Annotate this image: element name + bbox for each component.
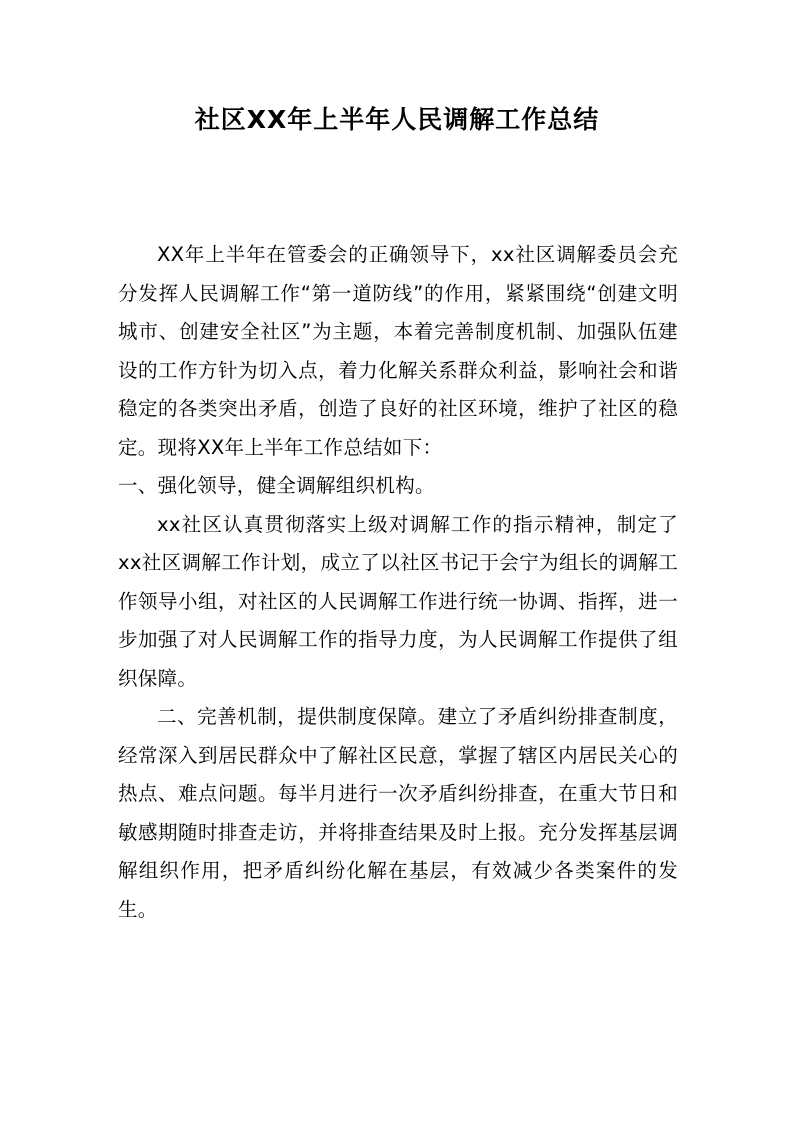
- document-title: 社区XX年上半年人民调解工作总结: [194, 105, 600, 134]
- section-2-paragraph: 二、完善机制，提供制度保障。建立了矛盾纠纷排查制度，经常深入到居民群众中了解社区民意，掌握了辖区内居民关心的热点、难点问题。每半月进行一次矛盾纠纷排查，在重大节日和敏感期随时排查走访，并将排查结果及时上报。充分发挥基层调解组织作用，把矛盾纠纷化解在基层，有效减少各类案件的发生。: [118, 705, 678, 921]
- intro-paragraph: XX年上半年在管委会的正确领导下，xx社区调解委员会充分发挥人民调解工作“第一道防线”的作用，紧紧围绕“创建文明城市、创建安全社区”为主题，本着完善制度机制、加强队伍建设的工作方针为切入点，着力化解关系群众利益，影响社会和谐稳定的各类突出矛盾，创造了良好的社区环境，维护了社区的稳定。现将XX年上半年工作总结如下：: [118, 243, 678, 459]
- section-heading-1: 一、强化领导，健全调解组织机构。: [118, 474, 435, 497]
- document-body: [118, 236, 678, 929]
- section-1-paragraph: xx社区认真贯彻落实上级对调解工作的指示精神，制定了xx社区调解工作计划，成立了以社区书记于会宁为组长的调解工作领导小组，对社区的人民调解工作进行统一协调、指挥，进一步加强了对人民调解工作的指导力度，为人民调解工作提供了组织保障。: [118, 512, 678, 690]
